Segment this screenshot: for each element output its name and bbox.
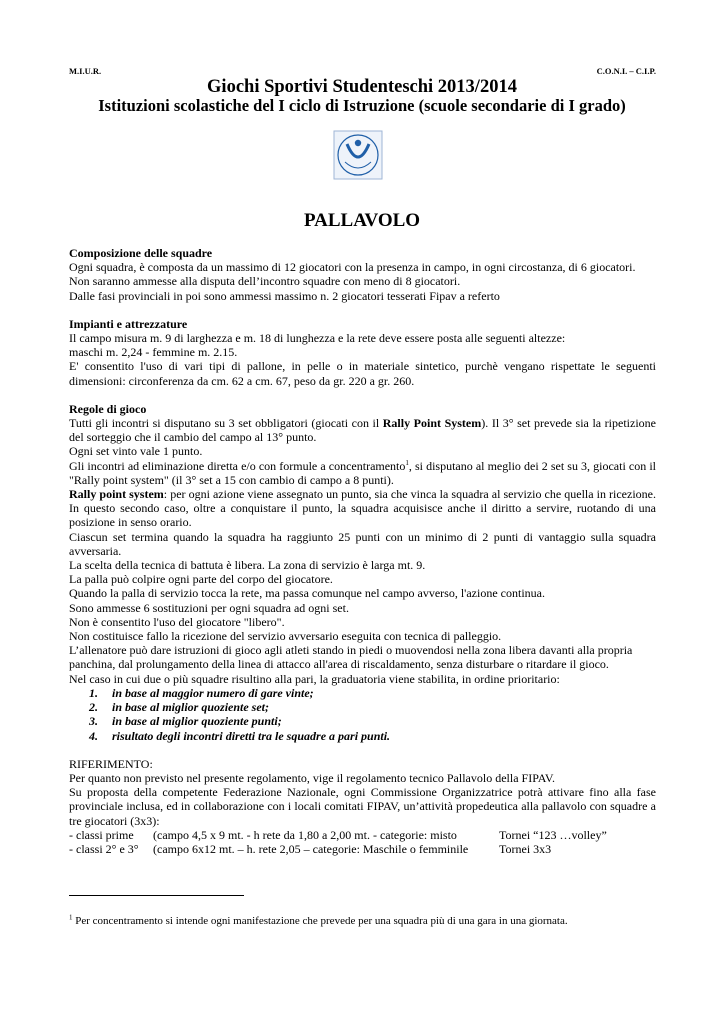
document-body	[69, 246, 656, 856]
regole-paragraph: Non costituisce fallo la ricezione del servizio avversario eseguita con tecnica di palleggio.	[69, 629, 502, 644]
regole-paragraph: La scelta della tecnica di battuta è libera. La zona di servizio è larga mt. 9.	[69, 558, 426, 573]
footnote: $^1$ Per concentramento si intende ogni manifestazione che prevede per una squadra più di una gara in una giornata.	[69, 913, 568, 927]
header-miur: M.I.U.R.	[69, 66, 102, 76]
sport-title: PALLAVOLO	[303, 210, 421, 231]
section-heading-riferimento: RIFERIMENTO:	[69, 756, 153, 771]
header-coni: C.O.N.I. – C.I.P.	[596, 66, 656, 76]
regole-paragraph: Gli incontri ad eliminazione diretta e/o con formule a concentramento$^1$, si disputano al meglio dei 2 set su 3, giocati con il "Rally point system" (il 3° set a 15 con cambio di campo a 8 punti).	[69, 458, 656, 487]
section-heading-impianti: Impianti e attrezzature	[69, 316, 188, 331]
riferimento-paragraph: Su proposta della competente Federazione Nazionale, ogni Commissione Organizzatrice potrà attivare fino alla fase provinciale inclusa, ed in collaborazione con i locali comitati FIPAV, un’attività propedeutica alla pallavolo con squadre a tre giocatori (3x3):	[69, 785, 656, 828]
document-title: Giochi Sportivi Studenteschi 2013/2014	[207, 77, 517, 97]
regole-paragraph: Sono ammesse 6 sostituzioni per ogni squadra ad ogni set.	[69, 600, 349, 615]
impianti-line: E' consentito l'uso di vari tipi di pallone, in pelle o in materiale sintetico, purchè vengano rispettate le seguenti dimensioni: circonferenza da cm. 62 a cm. 67, peso da gr. 220 a gr. 260.	[69, 359, 656, 388]
list-item: 2. in base al miglior quoziente set;	[89, 700, 270, 715]
list-item: 4. risultato degli incontri diretti tra le squadre a pari punti.	[89, 728, 391, 743]
regole-paragraph: Ogni set vinto vale 1 punto.	[69, 444, 203, 459]
category-row: - classi prime (campo 4,5 x 9 mt. - h rete da 1,80 a 2,00 mt. - categorie: misto Tornei “123 …volley”	[69, 827, 607, 842]
category-row: - classi 2° e 3° (campo 6x12 mt. – h. rete 2,05 – categorie: Maschile o femminile Tornei 3x3	[69, 841, 552, 856]
impianti-line: maschi m. 2,24 - femmine m. 2.15.	[69, 345, 238, 360]
list-item: 1. in base al maggior numero di gare vinte;	[89, 685, 314, 700]
footnote-number: 1	[69, 913, 73, 922]
regole-paragraph: Nel caso in cui due o più squadre risultino alla pari, la graduatoria viene stabilita, in ordine prioritario:	[69, 671, 560, 686]
impianti-line: Il campo misura m. 9 di larghezza e m. 18 di lunghezza e la rete deve essere posta alle seguenti altezze:	[69, 331, 566, 346]
riferimento-paragraph: Per quanto non previsto nel presente regolamento, vige il regolamento tecnico Pallavolo della FIPAV.	[69, 770, 556, 785]
section-heading-regole: Regole di gioco	[69, 401, 147, 416]
section-heading-composizione: Composizione delle squadre	[69, 246, 213, 260]
regole-paragraph: Rally point system: per ogni azione viene assegnato un punto, sia che vinca la squadra al servizio che quella in ricezione. In questo secondo caso, oltre a conquistare il punto, la squadra acquisisce anche il diritto a servire, ruotando di una posizione in senso orario.	[69, 487, 656, 530]
fipav-logo-icon	[333, 130, 383, 180]
regole-paragraph: Ciascun set termina quando la squadra ha raggiunto 25 punti con un minimo di 2 punti di vantaggio sulla squadra avversaria.	[69, 529, 656, 558]
list-item: 3. in base al miglior quoziente punti;	[89, 714, 282, 729]
ranking-criteria-list	[69, 686, 656, 743]
composizione-line: Non saranno ammesse alla disputa dell’incontro squadre con meno di 8 giocatori.	[69, 274, 461, 289]
regole-paragraph: Quando la palla di servizio tocca la rete, ma passa comunque nel campo avverso, l'azione continua.	[69, 586, 545, 601]
regole-paragraph: L’allenatore può dare istruzioni di gioco agli atleti stando in piedi o muovendosi nella zona libera davanti alla propria panchina, dal prolungamento della linea di attacco all'area di riscaldamento, senza disturbare o ritardare il gioco.	[69, 643, 633, 672]
footnote-divider	[69, 895, 244, 896]
document-subtitle: Istituzioni scolastiche del I ciclo di Istruzione (scuole secondarie di I grado)	[98, 96, 626, 115]
regole-paragraph: Non è consentito l'uso del giocatore "libero".	[69, 614, 285, 629]
regole-paragraph: Tutti gli incontri si disputano su 3 set obbligatori (giocati con il Rally Point System). Il 3° set prevede sia la ripetizione del sorteggio che il cambio del campo al 13° punto.	[69, 416, 656, 445]
composizione-line: Ogni squadra, è composta da un massimo di 12 giocatori con la presenza in campo, in ogni circostanza, di 6 giocatori.	[69, 260, 636, 275]
footnote-ref: 1	[405, 458, 409, 467]
regole-paragraph: La palla può colpire ogni parte del corpo del giocatore.	[69, 572, 333, 587]
composizione-line: Dalle fasi provinciali in poi sono ammessi massimo n. 2 giocatori tesserati Fipav a referto	[69, 288, 500, 303]
